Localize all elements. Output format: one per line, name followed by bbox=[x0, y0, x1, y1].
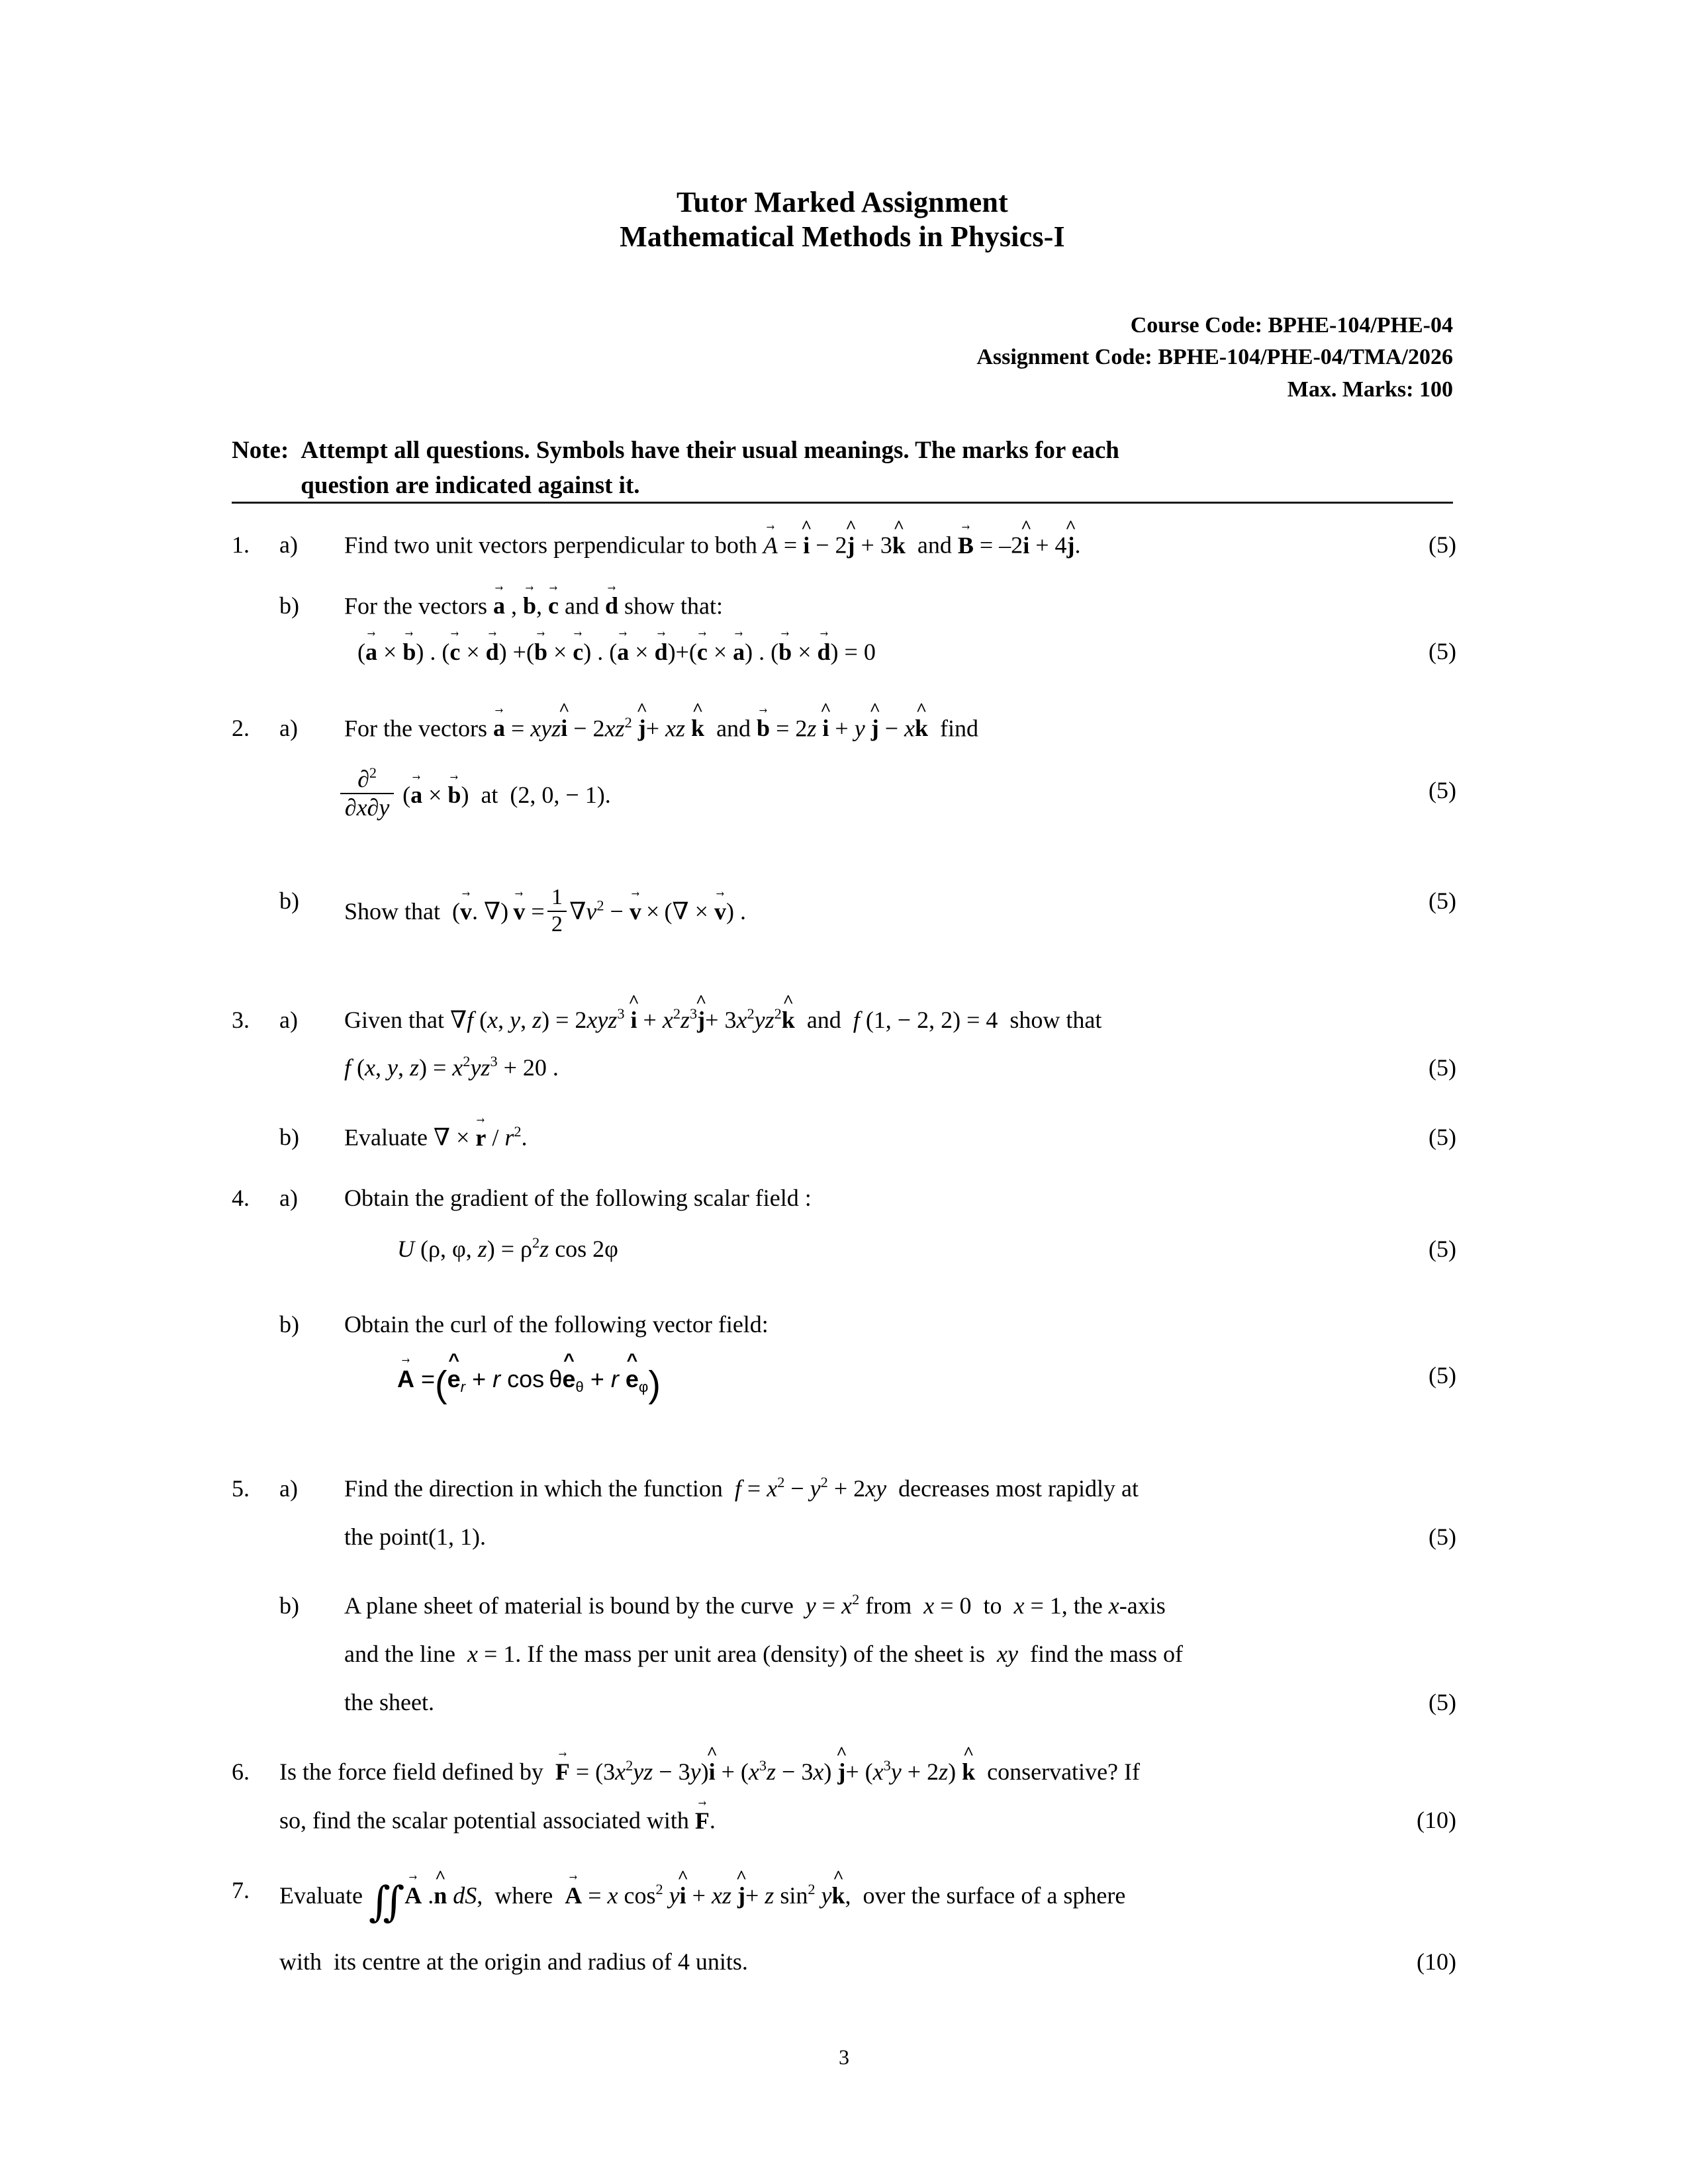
question-1b-formula: (a → × b →) . (c → × d →) +(b → × c →) . (a → × d →)+(c → × a →) . (b → × d →) = 0 (5) bbox=[232, 636, 1456, 668]
assignment-code: Assignment Code: BPHE-104/PHE-04/TMA/2026 bbox=[976, 345, 1453, 370]
question-1b-label: b) bbox=[279, 592, 299, 619]
question-5a-line2: the point(1, 1). (5) bbox=[344, 1522, 1450, 1553]
question-2a-marks: (5) bbox=[1429, 776, 1456, 803]
question-5a-line1: Find the direction in which the function $f = x^2 - y^2 + 2xy$ decreases most rapidly at bbox=[344, 1473, 1139, 1502]
max-marks: Max. Marks: 100 bbox=[1287, 377, 1453, 402]
question-4a-label: a) bbox=[279, 1184, 298, 1211]
question-1b-text: For the vectors a → , b →, c → and d → show that: bbox=[344, 590, 1456, 622]
question-1a-label: a) bbox=[279, 531, 298, 558]
question-2b bbox=[232, 886, 1456, 937]
question-5b-label: b) bbox=[279, 1592, 299, 1619]
question-7 bbox=[232, 1875, 1456, 1978]
note-line-1: Attempt all questions. Symbols have their usual meanings. The marks for each bbox=[301, 437, 1119, 464]
page-title-line2: Mathematical Methods in Physics-I bbox=[620, 220, 1065, 253]
question-5a-label: a) bbox=[279, 1475, 298, 1502]
question-5a-marks: (5) bbox=[1429, 1523, 1456, 1550]
header-divider bbox=[232, 502, 1453, 504]
question-3b-text: Evaluate ∇ × r → / $r^2$. bbox=[344, 1122, 1377, 1154]
question-5-number: 5. bbox=[232, 1475, 250, 1502]
question-6-line1: Is the force field defined by F → = $(3x^2yz - 3y)i$ ^ + $(x^3z - 3x)$ j ^+ $(x^3y + 2z)$ k ^ conservative? If bbox=[279, 1758, 1140, 1785]
question-6-line2: so, find the scalar potential associated with F →. (10) bbox=[279, 1805, 1450, 1837]
question-6-text bbox=[279, 1756, 1456, 1837]
question-1a-text: Find two unit vectors perpendicular to both A → = i ^ − 2j ^ + 3k ^ and B → = –2i ^ + 4j ^. bbox=[344, 529, 1377, 561]
note-label: Note: bbox=[232, 437, 289, 464]
question-7-number: 7. bbox=[232, 1876, 250, 1903]
question-2b-marks: (5) bbox=[1429, 887, 1456, 914]
question-1-number: 1. bbox=[232, 531, 250, 558]
question-3a bbox=[232, 1005, 1456, 1084]
question-4a-marks: (5) bbox=[1429, 1235, 1456, 1262]
question-5b-marks: (5) bbox=[1429, 1688, 1456, 1715]
question-2b-label: b) bbox=[279, 887, 299, 914]
question-4b-text: Obtain the curl of the following vector field: bbox=[344, 1311, 769, 1338]
question-6-marks: (10) bbox=[1417, 1807, 1456, 1834]
question-7-marks: (10) bbox=[1417, 1948, 1456, 1975]
question-7-line2: with its centre at the origin and radius of 4 units. (10) bbox=[279, 1946, 1450, 1978]
question-5b bbox=[232, 1590, 1456, 1717]
question-4b-formula: A → =(e $\^{}_r + r$ cos θe $\^{}_\theta + r$ e $\^{}_\varphi$) (5) bbox=[232, 1360, 1456, 1408]
question-3b-label: b) bbox=[279, 1124, 299, 1151]
course-meta-block bbox=[232, 310, 1453, 406]
question-3-number: 3. bbox=[232, 1006, 250, 1033]
page-number: 3 bbox=[839, 2045, 849, 2069]
question-5a-text bbox=[344, 1473, 1456, 1553]
question-1b bbox=[232, 590, 1456, 622]
note-text bbox=[301, 433, 1453, 503]
question-5b-line3: the sheet. (5) bbox=[344, 1687, 1450, 1718]
question-1b-marks: (5) bbox=[1429, 638, 1456, 665]
question-2a bbox=[232, 713, 1456, 745]
question-4b-label: b) bbox=[279, 1311, 299, 1338]
question-3a-line2: f (x, y, $z) = x^2yz^3 + 20$ . (5) bbox=[344, 1052, 1450, 1083]
question-4b bbox=[232, 1309, 1456, 1340]
note-line-2: question are indicated against it. bbox=[301, 471, 640, 499]
question-5a bbox=[232, 1473, 1456, 1553]
question-2b-text: Show that (v →. ∇) v → = $\frac{1}{2}$ $\nabla v^2 - v$ → × (∇ × v →) . bbox=[344, 886, 1377, 937]
question-7-line1: Evaluate ∫∫ A → .n ^ dS, where A → = x $\cos^2$ yi ^ + xz j ^+ z $\sin^2$ yk ^, over the surface of a sphere bbox=[279, 1882, 1125, 1909]
question-3a-label: a) bbox=[279, 1006, 298, 1033]
question-4-number: 4. bbox=[232, 1184, 250, 1211]
question-1a bbox=[232, 529, 1456, 561]
note-block bbox=[232, 433, 1453, 503]
question-3b-marks: (5) bbox=[1429, 1124, 1456, 1151]
question-2-number: 2. bbox=[232, 714, 250, 741]
document-header bbox=[232, 185, 1453, 254]
question-5b-text bbox=[344, 1590, 1456, 1717]
question-2a-label: a) bbox=[279, 714, 298, 741]
question-4b-marks: (5) bbox=[1429, 1362, 1456, 1389]
course-code: Course Code: BPHE-104/PHE-04 bbox=[1130, 313, 1453, 338]
question-4a-formula: U (ρ, φ, $z) = \rho^2z$ cos 2φ (5) bbox=[232, 1234, 1456, 1265]
page-title-line1: Tutor Marked Assignment bbox=[677, 186, 1008, 218]
question-5b-line1: A plane sheet of material is bound by the curve $y = x^2$ from x = 0 to x = 1, the x-axis bbox=[344, 1591, 1166, 1619]
questions-list bbox=[232, 529, 1456, 1977]
question-4a bbox=[232, 1183, 1456, 1214]
question-3a-marks: (5) bbox=[1429, 1054, 1456, 1081]
question-7-text bbox=[279, 1875, 1456, 1978]
question-3a-line1: Given that ∇f (x, y, z) = 2xyz$^3$ i ^ + $x^2z^3j$ ^+ $3x^2yz^2k$ ^ and f (1, − 2, 2) = 4 show that bbox=[344, 1007, 1102, 1033]
question-1a-marks: (5) bbox=[1429, 531, 1456, 558]
question-3a-text bbox=[344, 1005, 1456, 1084]
question-5b-line2: and the line x = 1. If the mass per unit area (density) of the sheet is xy find the mass of bbox=[344, 1641, 1183, 1668]
question-6 bbox=[232, 1756, 1456, 1837]
question-2a-text: For the vectors a → = xyzi ^ − $2xz^2$ j ^+ xz k ^ and b → = 2z i ^ + y j ^ − xk ^ find bbox=[344, 713, 1456, 745]
question-2a-formula: $\frac{\partial^2}{\partial x\partial y}$ (a → × b →) at (2, 0, − 1). (5) bbox=[232, 766, 1456, 821]
question-6-number: 6. bbox=[232, 1758, 250, 1785]
question-3b bbox=[232, 1122, 1456, 1154]
question-4a-text: Obtain the gradient of the following scalar field : bbox=[344, 1184, 812, 1211]
